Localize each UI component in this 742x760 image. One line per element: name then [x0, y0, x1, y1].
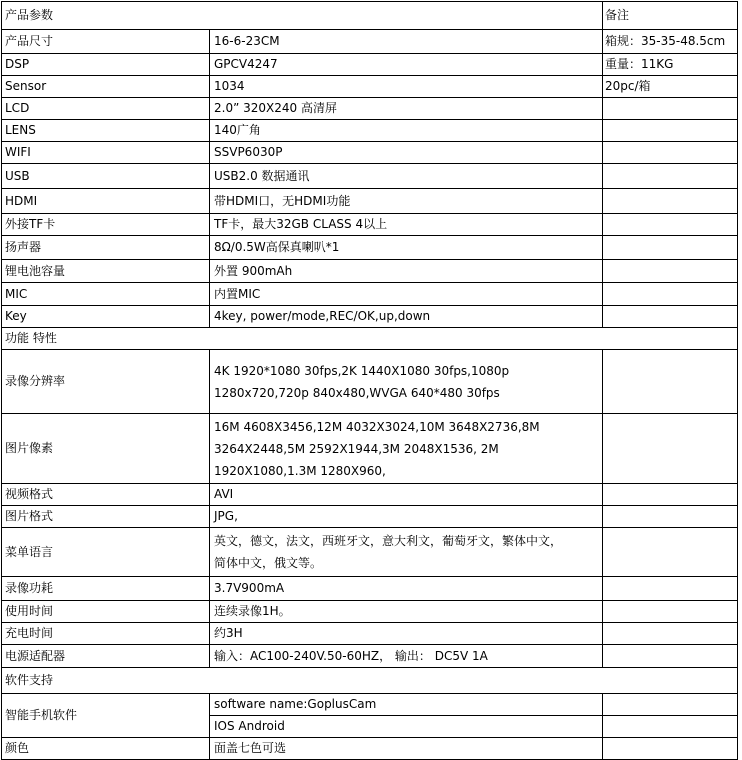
table-row [2, 645, 738, 668]
row-label: 录像功耗 [2, 577, 210, 601]
table-row [2, 120, 738, 142]
row-label: Sensor [2, 76, 210, 98]
row-label: 智能手机软件 [2, 694, 210, 738]
row-note [603, 694, 738, 716]
table-row [2, 306, 738, 328]
row-label: 录像分辨率 [2, 350, 210, 414]
row-value: 140广角 [210, 120, 603, 142]
table-row [2, 236, 738, 260]
table-row [2, 164, 738, 189]
row-value: AVI [210, 484, 603, 506]
row-label: MIC [2, 283, 210, 306]
row-note [603, 623, 738, 645]
table-row [2, 623, 738, 645]
value-line: 1280x720,720p 840x480,WVGA 640*480 30fps [214, 385, 500, 400]
row-note [603, 528, 738, 577]
row-value: 约3H [210, 623, 603, 645]
value-line: 简体中文，俄文等。 [214, 556, 323, 570]
row-note [603, 214, 738, 236]
row-note [603, 484, 738, 506]
row-note [603, 506, 738, 528]
table-row [2, 601, 738, 623]
row-label: 图片格式 [2, 506, 210, 528]
row-value: JPG, [210, 506, 603, 528]
table-row [2, 189, 738, 214]
row-note [603, 189, 738, 214]
row-note [603, 260, 738, 283]
row-label: HDMI [2, 189, 210, 214]
table-row [2, 214, 738, 236]
value-line: 英文，德文，法文，西班牙文，意大利文，葡萄牙文，繁体中文， [214, 534, 563, 548]
row-value: 1034 [210, 76, 603, 98]
table-row [2, 98, 738, 120]
row-label: LENS [2, 120, 210, 142]
row-note [603, 645, 738, 668]
table-row [2, 54, 738, 76]
table-row [2, 577, 738, 601]
value-line: 4K 1920*1080 30fps,2K 1440X1080 30fps,1080p [214, 363, 510, 378]
row-value: USB2.0 数据通讯 [210, 164, 603, 189]
table-row [2, 350, 738, 414]
row-label: 外接TF卡 [2, 214, 210, 236]
row-note [603, 142, 738, 164]
table-title: 产品参数 [2, 2, 603, 30]
table-row [2, 506, 738, 528]
row-label: 充电时间 [2, 623, 210, 645]
row-label: 菜单语言 [2, 528, 210, 577]
row-value: 3.7V900mA [210, 577, 603, 601]
row-label: 视频格式 [2, 484, 210, 506]
table-row [2, 30, 738, 54]
row-note [603, 577, 738, 601]
row-note [603, 283, 738, 306]
row-note [603, 716, 738, 738]
row-value: 输入：AC100-240V.50-60HZ， 输出： DC5V 1A [210, 645, 603, 668]
row-value: 带HDMI口，无HDMI功能 [210, 189, 603, 214]
row-label: 电源适配器 [2, 645, 210, 668]
row-value: SSVP6030P [210, 142, 603, 164]
section-title: 功能 特性 [2, 328, 738, 350]
table-row [2, 142, 738, 164]
section-row-features [2, 328, 738, 350]
row-value: 4key, power/mode,REC/OK,up,down [210, 306, 603, 328]
value-line: 3264X2448,5M 2592X1944,3M 2048X1536, 2M [214, 441, 499, 456]
row-label: Key [2, 306, 210, 328]
table-row [2, 694, 738, 716]
value-line: 1920X1080,1.3M 1280X960, [214, 463, 386, 478]
row-label: 扬声器 [2, 236, 210, 260]
row-label: 图片像素 [2, 414, 210, 484]
row-note [603, 164, 738, 189]
table-row [2, 414, 738, 484]
row-label: USB [2, 164, 210, 189]
row-value [210, 414, 603, 484]
row-note: 20pc/箱 [603, 76, 738, 98]
row-note [603, 98, 738, 120]
row-value: 外置 900mAh [210, 260, 603, 283]
row-value: 16-6-23CM [210, 30, 603, 54]
row-value: 2.0” 320X240 高清屏 [210, 98, 603, 120]
row-label: LCD [2, 98, 210, 120]
note-title: 备注 [603, 2, 738, 30]
section-title: 软件支持 [2, 668, 738, 694]
row-label: 使用时间 [2, 601, 210, 623]
row-note [603, 414, 738, 484]
row-note [603, 350, 738, 414]
row-value: GPCV4247 [210, 54, 603, 76]
row-value [210, 350, 603, 414]
header-row [2, 2, 738, 30]
row-label: 产品尺寸 [2, 30, 210, 54]
section-row-software [2, 668, 738, 694]
row-value: 面盖七色可选 [210, 738, 603, 760]
row-label: WIFI [2, 142, 210, 164]
row-note [603, 120, 738, 142]
table-row [2, 283, 738, 306]
row-label: 颜色 [2, 738, 210, 760]
spec-table [1, 1, 738, 760]
row-note [603, 601, 738, 623]
table-row [2, 76, 738, 98]
table-row [2, 484, 738, 506]
row-value: 连续录像1H。 [210, 601, 603, 623]
row-value: 8Ω/0.5W高保真喇叭*1 [210, 236, 603, 260]
row-value: software name:GoplusCam [210, 694, 603, 716]
row-note [603, 306, 738, 328]
row-note [603, 236, 738, 260]
row-value [210, 528, 603, 577]
row-label: DSP [2, 54, 210, 76]
row-label: 锂电池容量 [2, 260, 210, 283]
table-row [2, 528, 738, 577]
row-value: TF卡，最大32GB CLASS 4以上 [210, 214, 603, 236]
row-value: 内置MIC [210, 283, 603, 306]
value-line: 16M 4608X3456,12M 4032X3024,10M 3648X2736,8M [214, 419, 540, 434]
row-note: 箱规：35-35-48.5cm [603, 30, 738, 54]
row-value: IOS Android [210, 716, 603, 738]
table-row [2, 260, 738, 283]
row-note: 重量：11KG [603, 54, 738, 76]
